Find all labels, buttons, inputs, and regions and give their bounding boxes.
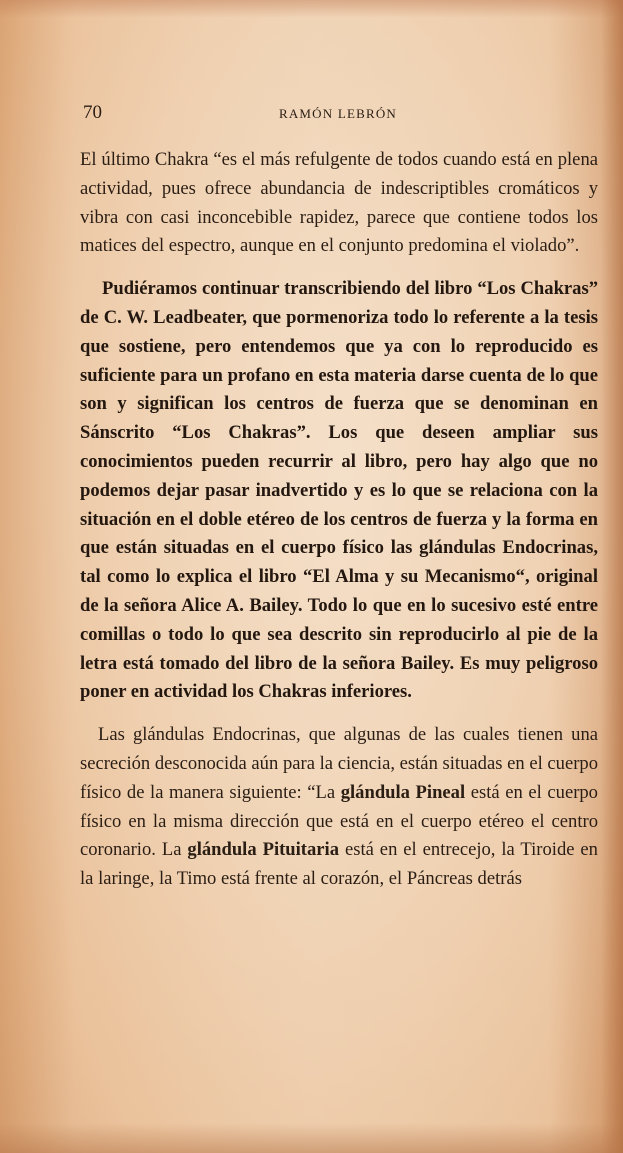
paragraph-3-text-b: está en el cuerpo físico en la misma dirección que está en el cuerpo etéreo el centro coronario. La [80, 781, 598, 861]
page-number: 70 [83, 102, 102, 123]
page-edge-shadow-bottom [0, 1123, 623, 1153]
paragraph-2: Pudiéramos continuar transcribiendo del libro “Los Chakras” de C. W. Leadbeater, que pormenoriza todo lo referente a la tesis que sostiene, pero entendemos que ya con lo reproducido es suficiente para un profano en esta materia darse cuenta de lo que son y significan los centros de fuerza que se denominan en Sánscrito “Los Chakras”. Los que deseen ampliar sus conocimientos pueden recurrir al libro, pero hay algo que no podemos dejar pasar inadvertido y es lo que se relaciona con la situación en el doble etéreo de los centros de fuerza y la forma en que están situadas en el cuerpo físico las glándulas Endocrinas, tal como lo explica el libro “El Alma y su Mecanismo“, original de la señora Alice A. Bailey. Todo lo que en lo sucesivo esté entre comillas o todo lo que sea descrito sin reproducirlo al pie de la letra está tomado del libro de la señora Bailey. Es muy peligroso poner en actividad los Chakras inferiores. [80, 278, 598, 703]
page-edge-shadow-top [0, 0, 623, 18]
paragraph-3-text-a: Las glándulas Endocrinas, que algunas de las cuales tienen una secreción desconocida aún para la ciencia, están situadas en el cuerpo físico de la manera siguiente: “La [80, 724, 598, 803]
body-text [80, 146, 598, 894]
paragraph-3-text-c: está en el entrecejo, la Tiroide en la laringe, la Timo está frente al corazón, el Páncreas detrás [80, 839, 598, 890]
paragraph-3 [80, 721, 598, 894]
page-edge-shadow-right [601, 0, 623, 1153]
page-header [83, 100, 593, 130]
paragraph-3-bold-pituitaria: glándula Pituitaria [187, 839, 340, 861]
paragraph-3-bold-pineal: glándula Pineal [340, 781, 466, 803]
running-head-author: RAMÓN LEBRÓN [278, 106, 398, 121]
paragraph-1: El último Chakra “es el más refulgente de todos cuando está en plena actividad, pues ofrece abundancia de indescriptibles cromáticos y vibra con casi inconcebible rapidez, parece que contiene todos los matices del espectro, aunque en el conjunto predomina el violado”. [80, 149, 598, 257]
